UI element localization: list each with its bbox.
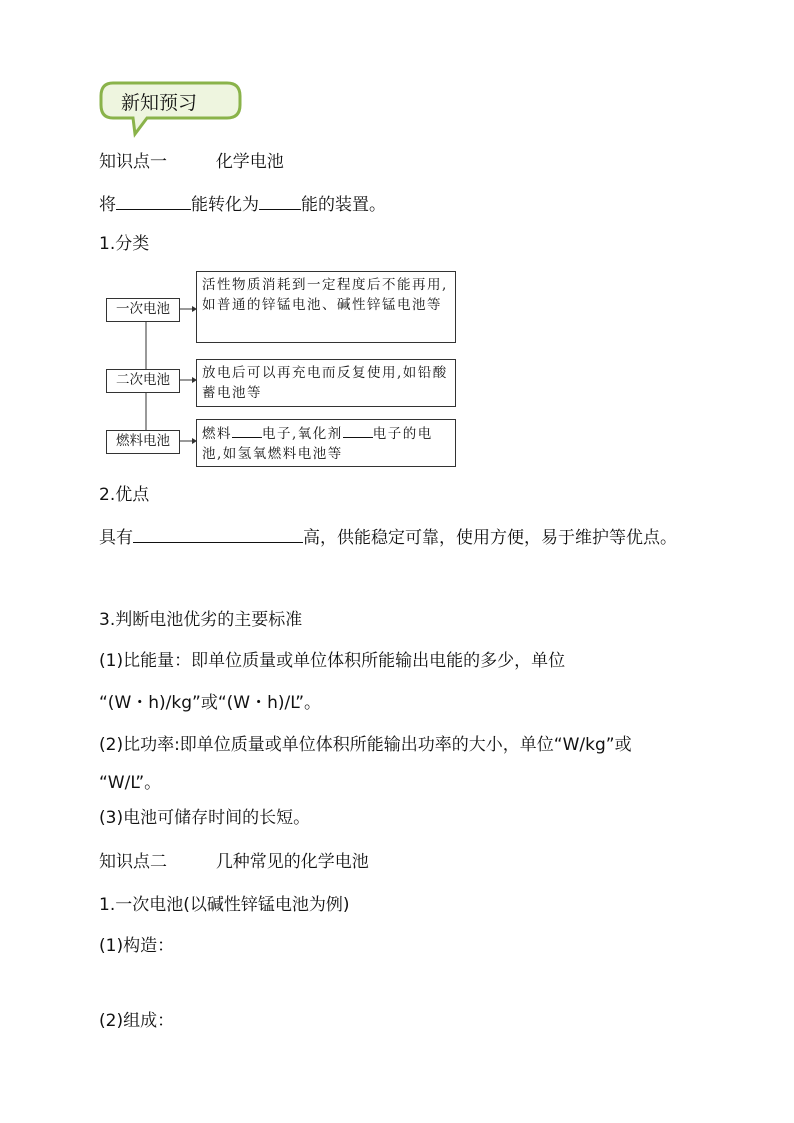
standard-2-line2: “W/L”。: [99, 773, 162, 793]
category-secondary: [106, 369, 180, 393]
category-fuel: [106, 430, 180, 454]
category-label: 一次电池: [116, 301, 170, 317]
desc-part: 电子的电池,如氢氧燃料电池等: [202, 426, 433, 462]
def-middle: 能转化为: [191, 195, 259, 215]
blank-fuel-1[interactable]: [232, 423, 262, 438]
def-prefix: 将: [99, 195, 116, 215]
section2-heading: [99, 851, 369, 873]
category-primary: [106, 298, 180, 322]
blank-advantage[interactable]: [133, 525, 303, 543]
classify-title: 1.分类: [99, 234, 150, 254]
blank-2[interactable]: [259, 192, 301, 210]
standard-1-line2: “(W・h)/kg”或“(W・h)/L”。: [99, 693, 322, 713]
desc-fuel: [196, 419, 456, 467]
advantage-title: 2.优点: [99, 485, 150, 505]
adv-suffix: 高，供能稳定可靠，使用方便，易于维护等优点。: [303, 528, 677, 548]
category-label: 燃料电池: [116, 433, 170, 449]
blank-fuel-2[interactable]: [343, 423, 373, 438]
standard-3: (3)电池可储存时间的长短。: [99, 808, 311, 828]
standard-2-line1: (2)比功率:即单位质量或单位体积所能输出功率的大小，单位“W/kg”或: [99, 735, 632, 755]
desc-secondary: [196, 359, 456, 407]
blank-1[interactable]: [116, 192, 191, 210]
badge-label: 新知预习: [121, 92, 198, 114]
section2-heading-title: 几种常见的化学电池: [215, 852, 369, 872]
desc-part: 电子,氧化剂: [262, 426, 343, 442]
section1-heading: [99, 151, 284, 173]
definition-line: [99, 192, 386, 216]
composition-item: (2)组成：: [99, 1011, 175, 1031]
section-badge: [99, 80, 244, 138]
structure-item: (1)构造：: [99, 936, 175, 956]
def-suffix: 能的装置。: [301, 195, 386, 215]
section1-heading-title: 化学电池: [215, 152, 284, 172]
desc-text: 放电后可以再充电而反复使用,如铅酸蓄电池等: [202, 365, 448, 401]
section2-heading-num: 知识点二: [99, 852, 167, 872]
standard-title: 3.判断电池优劣的主要标准: [99, 610, 303, 630]
desc-text: 活性物质消耗到一定程度后不能再用,如普通的锌锰电池、碱性锌锰电池等: [202, 277, 448, 313]
desc-primary: [196, 271, 456, 343]
adv-prefix: 具有: [99, 528, 133, 548]
primary-battery-subtitle: 1.一次电池(以碱性锌锰电池为例): [99, 895, 350, 915]
category-label: 二次电池: [116, 372, 170, 388]
advantage-line: [99, 525, 677, 549]
desc-text: [197, 420, 455, 467]
desc-part: 燃料: [202, 426, 232, 442]
standard-1-line1: (1)比能量：即单位质量或单位体积所能输出电能的多少，单位: [99, 651, 566, 671]
section1-heading-num: 知识点一: [99, 152, 167, 172]
